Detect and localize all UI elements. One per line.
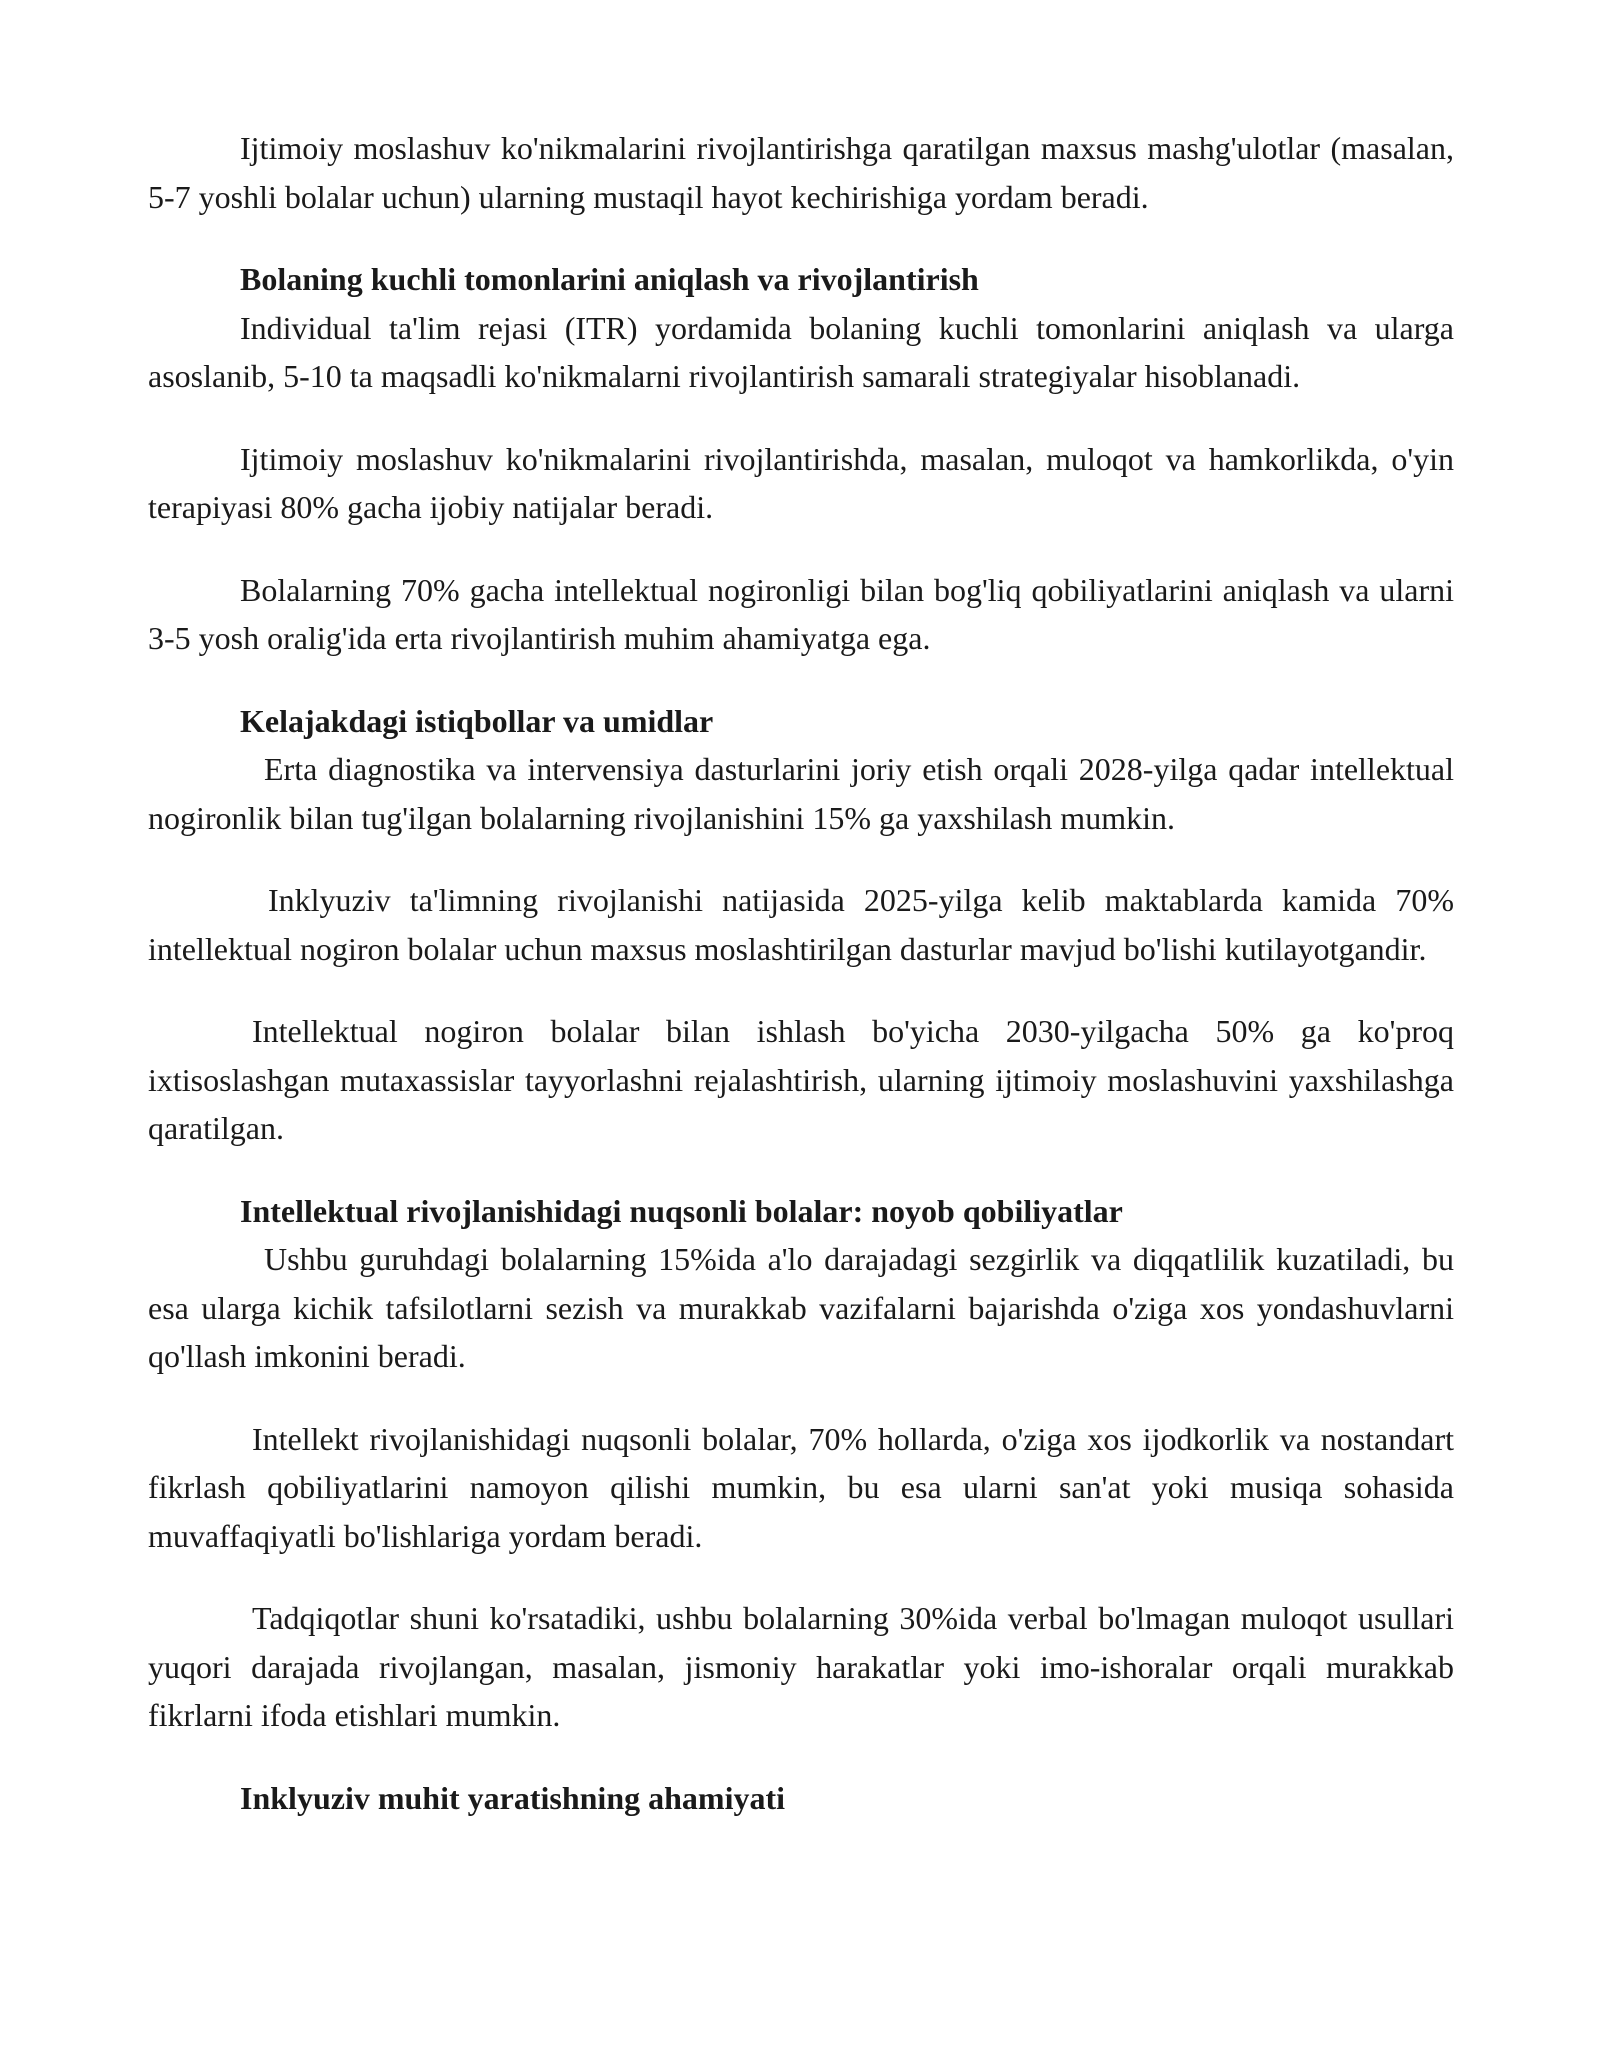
section-heading: Bolaning kuchli tomonlarini aniqlash va rivojlantirish: [240, 261, 979, 297]
section-heading: Kelajakdagi istiqbollar va umidlar: [240, 702, 714, 739]
paragraph: Ushbu guruhdagi bolalarning 15%ida a'lo darajadagi sezgirlik va diqqatlilik kuzatiladi, bu esa ularga kichik tafsilotlarni sezish va murakkab vazifalarni bajarishda o'ziga xos yondashuvlarni qo'llash imkonini beradi.: [148, 1241, 1454, 1374]
paragraph: Individual ta'lim rejasi (ITR) yordamida bolaning kuchli tomonlarini aniqlash va ularga asoslanib, 5-10 ta maqsadli ko'nikmalarni rivojlantirish samarali strategiyalar hisoblanadi.: [148, 309, 1454, 394]
section-heading: Inklyuziv muhit yaratishning ahamiyati: [240, 1779, 785, 1816]
paragraph: Erta diagnostika va intervensiya dasturlarini joriy etish orqali 2028-yilga qadar intellektual nogironlik bilan tug'ilgan bolalarning rivojlanishini 15% ga yaxshilash mumkin.: [148, 751, 1454, 836]
document-page: [148, 124, 1454, 1822]
paragraph: Tadqiqotlar shuni ko'rsatadiki, ushbu bolalarning 30%ida verbal bo'lmagan muloqot usullari yuqori darajada rivojlangan, masalan, jismoniy harakatlar yoki imo-ishoralar orqali murakkab fikrlarni ifoda etishlari mumkin.: [148, 1600, 1454, 1733]
paragraph: Inklyuziv ta'limning rivojlanishi natijasida 2025-yilga kelib maktablarda kamida 70% intellektual nogiron bolalar uchun maxsus moslashtirilgan dasturlar mavjud bo'lishi kutilayotgandir.: [148, 882, 1454, 967]
paragraph: Ijtimoiy moslashuv ko'nikmalarini rivojlantirishga qaratilgan maxsus mashg'ulotlar (masalan, 5-7 yoshli bolalar uchun) ularning mustaqil hayot kechirishiga yordam beradi.: [148, 130, 1454, 215]
paragraph: Intellekt rivojlanishidagi nuqsonli bolalar, 70% hollarda, o'ziga xos ijodkorlik va nostandart fikrlash qobiliyatlarini namoyon qilishi mumkin, bu esa ularni san'at yoki musiqa sohasida muvaffaqiyatli bo'lishlariga yordam beradi.: [148, 1420, 1454, 1554]
paragraph: Ijtimoiy moslashuv ko'nikmalarini rivojlantirishda, masalan, muloqot va hamkorlikda, o'yin terapiyasi 80% gacha ijobiy natijalar beradi.: [148, 440, 1454, 525]
section-heading: Intellektual rivojlanishidagi nuqsonli bolalar: noyob qobiliyatlar: [240, 1192, 1123, 1229]
paragraph: Intellektual nogiron bolalar bilan ishlash bo'yicha 2030-yilgacha 50% ga ko'proq ixtisoslashgan mutaxassislar tayyorlashni rejalashtirish, ularning ijtimoiy moslashuvini yaxshilashga qaratilgan.: [148, 1013, 1454, 1146]
paragraph: Bolalarning 70% gacha intellektual nogironligi bilan bog'liq qobiliyatlarini aniqlash va ularni 3-5 yosh oralig'ida erta rivojlantirish muhim ahamiyatga ega.: [148, 571, 1454, 656]
